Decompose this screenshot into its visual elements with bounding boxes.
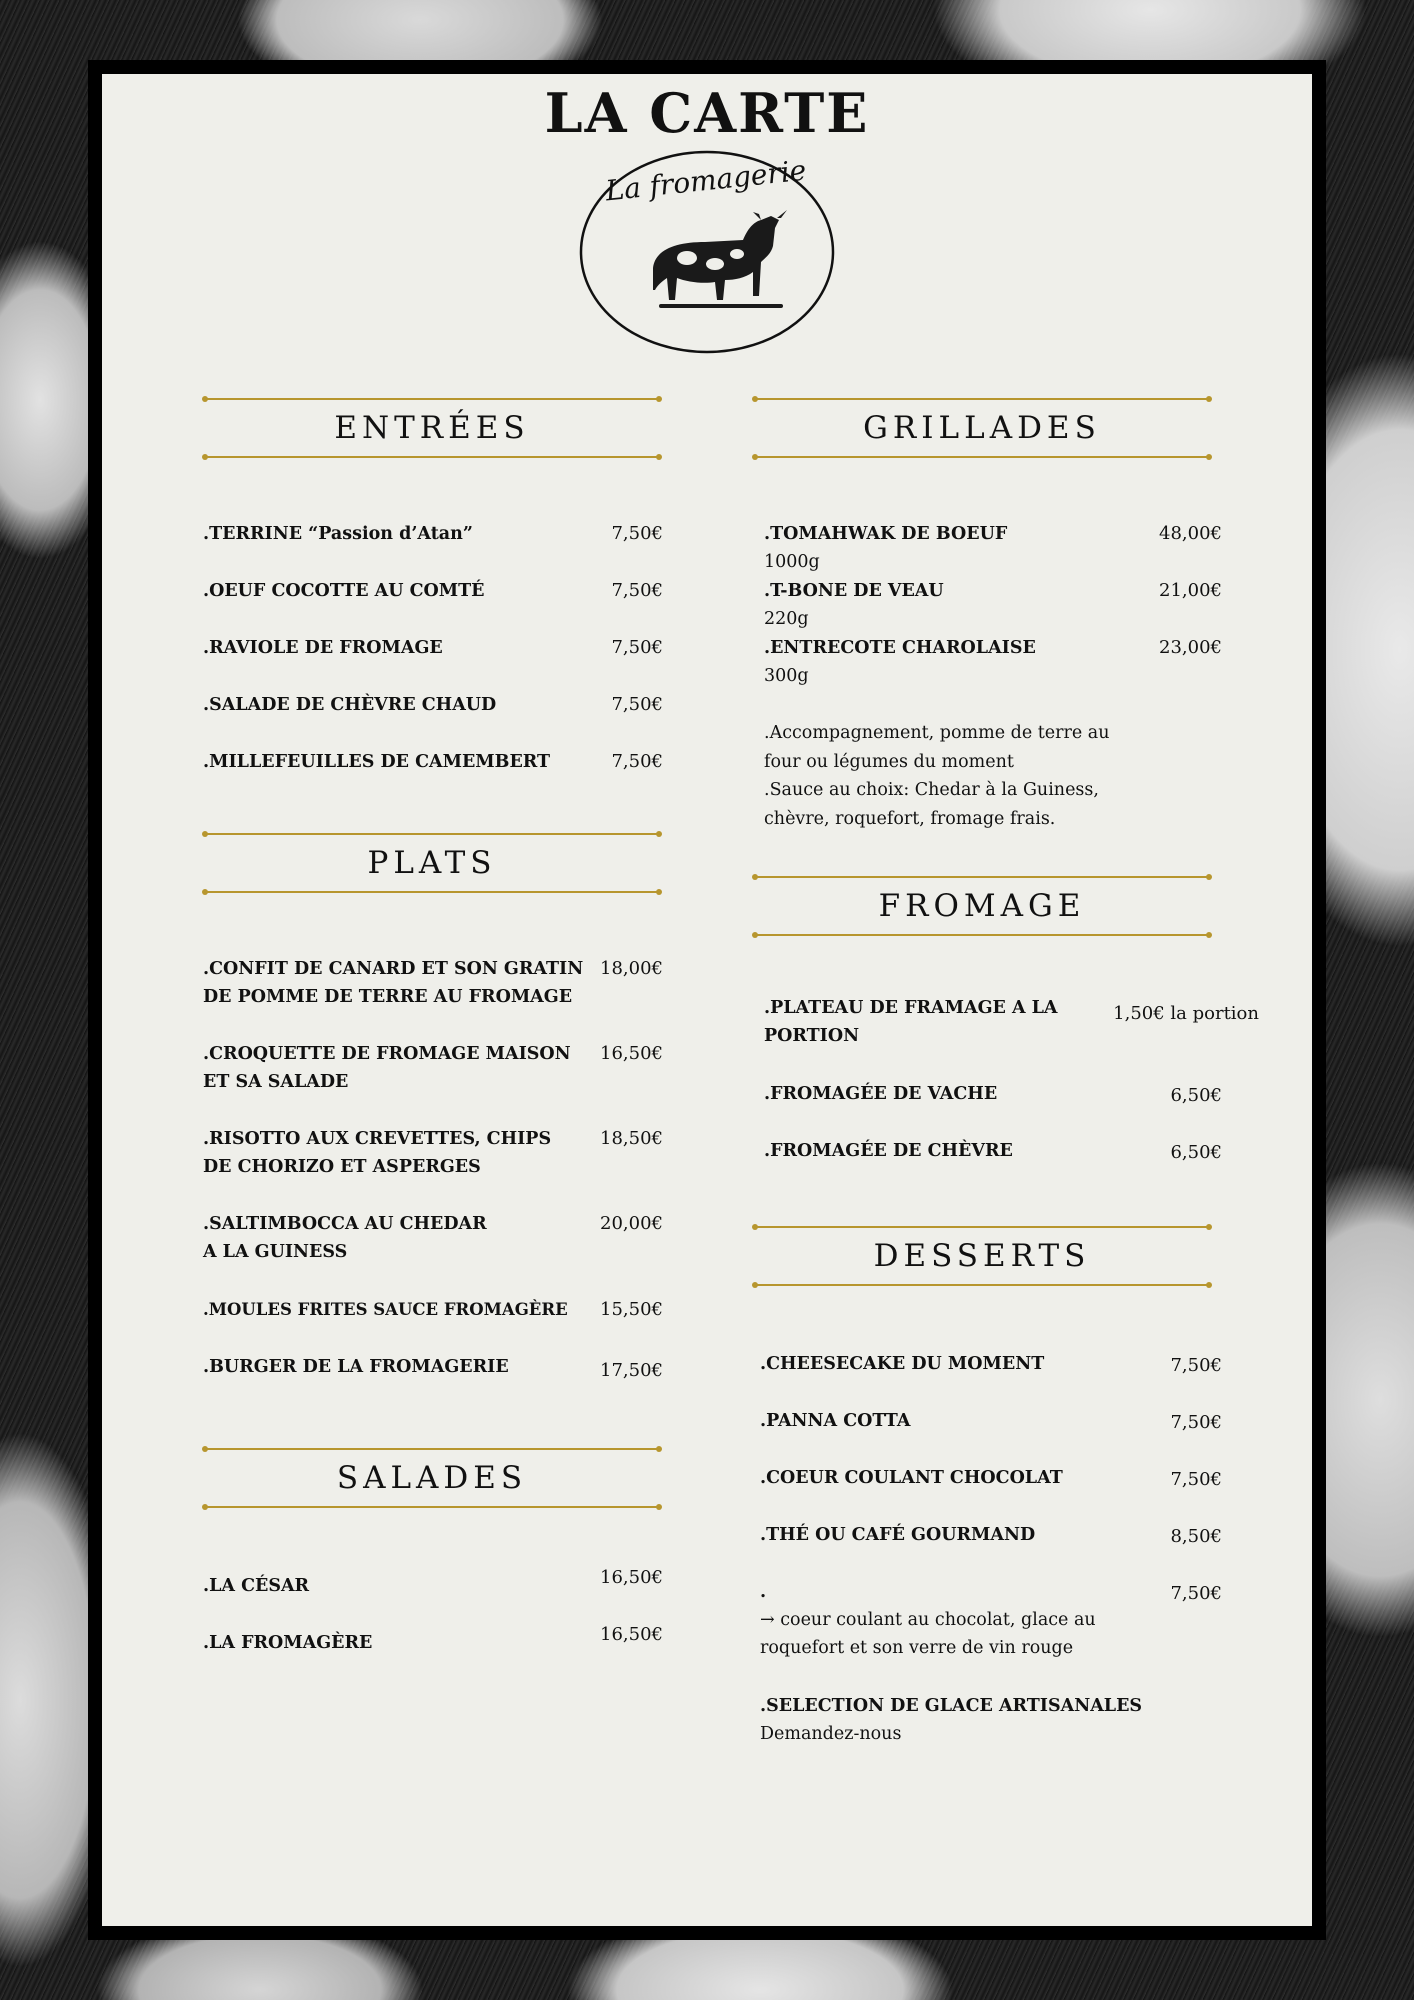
item-price: 6,50€ bbox=[1170, 1085, 1222, 1106]
item-price: 20,00€ bbox=[600, 1213, 663, 1234]
item-name: .MILLEFEUILLES DE CAMEMBERT bbox=[203, 752, 551, 772]
grillades-header bbox=[754, 398, 1214, 458]
item-description: Demandez-nous bbox=[760, 1724, 902, 1744]
item-name: .FROMAGÉE DE VACHE bbox=[764, 1084, 998, 1104]
item-price: 21,00€ bbox=[1159, 580, 1222, 601]
salades-header bbox=[204, 1448, 664, 1508]
salades-heading: SALADES bbox=[336, 1460, 528, 1496]
divider bbox=[754, 1284, 1210, 1286]
item-name: .TERRINE “Passion d’Atan” bbox=[203, 524, 473, 544]
grillades-heading: GRILLADES bbox=[863, 410, 1101, 446]
divider bbox=[754, 1226, 1210, 1228]
item-name: .BURGER DE LA FROMAGERIE bbox=[203, 1357, 509, 1377]
item-name: .LA FROMAGÈRE bbox=[203, 1633, 373, 1653]
grillades-note: .Accompagnement, pomme de terre au bbox=[764, 723, 1110, 743]
fromagerie-logo bbox=[575, 150, 839, 360]
item-name: .ENTRECOTE CHAROLAISE bbox=[764, 638, 1036, 658]
fromage-heading: FROMAGE bbox=[878, 888, 1086, 924]
divider bbox=[204, 833, 660, 835]
item-price: 17,50€ bbox=[600, 1360, 663, 1381]
grillades-note: chèvre, roquefort, fromage frais. bbox=[764, 809, 1056, 829]
divider bbox=[204, 456, 660, 458]
item-name: .CROQUETTE DE FROMAGE MAISON bbox=[203, 1044, 571, 1064]
logo-brand-text: La fromagerie bbox=[603, 153, 808, 208]
item-weight: 1000g bbox=[764, 552, 820, 572]
item-name: .RISOTTO AUX CREVETTES, CHIPS bbox=[203, 1129, 552, 1149]
item-price: 16,50€ bbox=[600, 1567, 663, 1588]
item-price: 18,00€ bbox=[600, 958, 663, 979]
item-name: .CONFIT DE CANARD ET SON GRATIN bbox=[203, 959, 584, 979]
grillades-note: four ou légumes du moment bbox=[764, 752, 1014, 772]
item-name-line2: A LA GUINESS bbox=[203, 1242, 348, 1262]
item-price: 7,50€ bbox=[611, 751, 663, 772]
desserts-header bbox=[754, 1226, 1214, 1286]
divider bbox=[204, 398, 660, 400]
item-name: .PANNA COTTA bbox=[760, 1411, 911, 1431]
item-name: .THÉ OU CAFÉ GOURMAND bbox=[760, 1525, 1036, 1545]
item-weight: 220g bbox=[764, 609, 809, 629]
item-price: 48,00€ bbox=[1159, 523, 1222, 544]
entrees-heading: ENTRÉES bbox=[334, 410, 530, 446]
grillades-note: .Sauce au choix: Chedar à la Guiness, bbox=[764, 780, 1099, 800]
divider bbox=[754, 876, 1210, 878]
item-price: 7,50€ bbox=[611, 694, 663, 715]
item-name: .CHEESECAKE DU MOMENT bbox=[760, 1354, 1045, 1374]
item-price: 8,50€ bbox=[1170, 1526, 1222, 1547]
item-price: 6,50€ bbox=[1170, 1142, 1222, 1163]
item-name-line2: DE POMME DE TERRE AU FROMAGE bbox=[203, 987, 573, 1007]
item-name: .FROMAGÉE DE CHÈVRE bbox=[764, 1141, 1013, 1161]
item-price: 16,50€ bbox=[600, 1043, 663, 1064]
entrees-header bbox=[204, 398, 664, 458]
divider bbox=[204, 1448, 660, 1450]
item-price: 7,50€ bbox=[1170, 1412, 1222, 1433]
item-name: .LA CÉSAR bbox=[203, 1576, 310, 1596]
item-price: 7,50€ bbox=[1170, 1355, 1222, 1376]
item-name: .COEUR COULANT CHOCOLAT bbox=[760, 1468, 1063, 1488]
item-name: .TOMAHWAK DE BOEUF bbox=[764, 524, 1008, 544]
item-price: 7,50€ bbox=[611, 580, 663, 601]
divider bbox=[204, 1506, 660, 1508]
item-price: 1,50€ la portion bbox=[1113, 1003, 1259, 1024]
item-price: 16,50€ bbox=[600, 1624, 663, 1645]
divider bbox=[754, 456, 1210, 458]
desserts-heading: DESSERTS bbox=[873, 1238, 1091, 1274]
item-name: .OEUF COCOTTE AU COMTÉ bbox=[203, 581, 485, 601]
item-name: .T-BONE DE VEAU bbox=[764, 581, 944, 601]
item-weight: 300g bbox=[764, 666, 809, 686]
item-price: 7,50€ bbox=[611, 523, 663, 544]
item-name: .RAVIOLE DE FROMAGE bbox=[203, 638, 443, 658]
item-price: 7,50€ bbox=[1170, 1583, 1222, 1604]
item-name: . bbox=[760, 1582, 767, 1602]
item-name-line2: ET SA SALADE bbox=[203, 1072, 349, 1092]
item-name: .SELECTION DE GLACE ARTISANALES bbox=[760, 1696, 1143, 1716]
item-name: .PLATEAU DE FRAMAGE A LA bbox=[764, 998, 1058, 1018]
item-name: .SALADE DE CHÈVRE CHAUD bbox=[203, 695, 497, 715]
divider bbox=[754, 934, 1210, 936]
item-name-line2: DE CHORIZO ET ASPERGES bbox=[203, 1157, 481, 1177]
item-description: → coeur coulant au chocolat, glace au bbox=[760, 1610, 1096, 1630]
divider bbox=[754, 398, 1210, 400]
item-price: 18,50€ bbox=[600, 1128, 663, 1149]
divider bbox=[204, 891, 660, 893]
item-description: roquefort et son verre de vin rouge bbox=[760, 1638, 1074, 1658]
item-name-line2: PORTION bbox=[764, 1026, 860, 1046]
item-price: 23,00€ bbox=[1159, 637, 1222, 658]
plats-heading: PLATS bbox=[367, 845, 497, 881]
plats-header bbox=[204, 833, 664, 893]
item-price: 7,50€ bbox=[611, 637, 663, 658]
item-price: 7,50€ bbox=[1170, 1469, 1222, 1490]
item-price: 15,50€ bbox=[600, 1299, 663, 1320]
item-name: .SALTIMBOCCA AU CHEDAR bbox=[203, 1214, 487, 1234]
item-name: .MOULES FRITES SAUCE FROMAGÈRE bbox=[203, 1300, 568, 1319]
fromage-header bbox=[754, 876, 1214, 936]
menu-item-special bbox=[760, 1578, 1222, 1664]
menu-title: LA CARTE bbox=[544, 81, 870, 145]
